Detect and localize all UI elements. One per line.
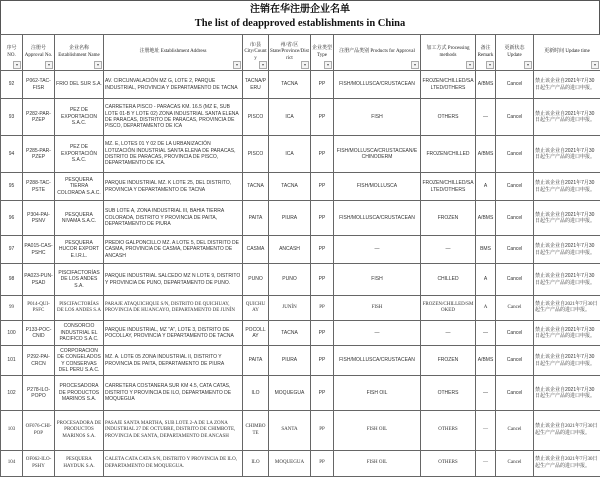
column-header-state <box>269 35 311 71</box>
cell-processing: — <box>421 236 476 264</box>
cell-no: 93 <box>1 99 23 136</box>
filter-dropdown-icon[interactable]: ▾ <box>94 61 102 69</box>
cell-update: Cancel <box>496 296 534 321</box>
cell-state: SANTA <box>269 411 311 451</box>
cell-approval: P285-PAR-PZEP <box>23 136 55 173</box>
cell-type: PP <box>311 376 334 411</box>
cell-update: Cancel <box>496 346 534 376</box>
cell-remark: — <box>476 99 496 136</box>
cell-address: CARRETERA COSTANERA SUR KM 4.5, CATA CATAS, DISTRITO Y PROVINCIA DE ILO, DEPARTAMENTO DE MOQUEGUA <box>104 376 243 411</box>
cell-approval: P014-QUI-PSFC <box>23 296 55 321</box>
cell-type: PP <box>311 451 334 477</box>
column-header-label: 市/县 City/County <box>244 43 266 61</box>
cell-name: PROCESADORA DE PRODUCTOS MARINOS S.A. <box>55 411 104 451</box>
cell-products: — <box>334 236 421 264</box>
header-row <box>1 35 600 71</box>
table-row <box>1 411 600 451</box>
cell-no: 96 <box>1 201 23 236</box>
cell-time: 禁止该企业自2021年7月30日起生产产品的进口申报。 <box>534 376 600 411</box>
column-header-no <box>1 35 23 71</box>
cell-time: 禁止该企业自2021年7月30日起生产产品的进口申报。 <box>534 346 600 376</box>
cell-processing: OTHERS <box>421 451 476 477</box>
cell-name: PROCESADORA DE PRODUCTOS MARINOS S.A. <box>55 376 104 411</box>
table-row <box>1 173 600 201</box>
cell-type: PP <box>311 71 334 99</box>
filter-dropdown-icon[interactable]: ▾ <box>301 61 309 69</box>
cell-processing: OTHERS <box>421 411 476 451</box>
cell-approval: OF076-CHI-POP <box>23 411 55 451</box>
cell-address: CALETA CATA CATA S/N, DISTRITO Y PROVINCIA DE ILO, DEPARTAMENTO DE MOQUEGUA. <box>104 451 243 477</box>
cell-products: FISH/MOLLUSCA/CRUSTACEAN <box>334 346 421 376</box>
cell-no: 99 <box>1 296 23 321</box>
cell-products: FISH <box>334 99 421 136</box>
table-row <box>1 99 600 136</box>
cell-time: 禁止该企业自2021年7月30日起生产产品的进口申报。 <box>534 451 600 477</box>
column-header-label: 州/省/区 State/Province/District <box>270 43 309 61</box>
table-row <box>1 264 600 296</box>
table-row <box>1 321 600 346</box>
table-row <box>1 451 600 477</box>
cell-approval: P133-POC-CNID <box>23 321 55 346</box>
column-header-label: 注册产品类别 Products for Approval <box>339 49 415 54</box>
cell-update: Cancel <box>496 376 534 411</box>
cell-processing: — <box>421 321 476 346</box>
cell-name: PESQUERA TIERRA COLORADA S.A.C. <box>55 173 104 201</box>
cell-time: 禁止该企业自2021年7月30日起生产产品的进口申报。 <box>534 136 600 173</box>
filter-dropdown-icon[interactable]: ▾ <box>524 61 532 69</box>
cell-type: PP <box>311 173 334 201</box>
column-header-label: 企业类型 Type <box>312 46 332 57</box>
column-header-label: 企业名称 Establishment Name <box>58 46 100 57</box>
cell-remark: — <box>476 376 496 411</box>
column-header-city <box>243 35 269 71</box>
column-header-establishment-name <box>55 35 104 71</box>
cell-address: MZ. A. LOTE 05 ZONA INDUSTRIAL II, DISTRITO Y PROVINCIA DE PAITA, DEPARTAMENTO DE PIURA <box>104 346 243 376</box>
cell-state: PIURA <box>269 201 311 236</box>
cell-no: 95 <box>1 173 23 201</box>
cell-address: PARQUE INDUSTRIAL MZ. K LOTE 25, DEL DISTRITO, PROVINCIA Y DEPARTAMENTO DE TACNA <box>104 173 243 201</box>
cell-time: 禁止该企业自2021年7月30日起生产产品的进口申报。 <box>534 71 600 99</box>
cell-type: PP <box>311 411 334 451</box>
cell-city: CASMA <box>243 236 269 264</box>
cell-city: PISCO <box>243 136 269 173</box>
cell-remark: — <box>476 321 496 346</box>
cell-approval: P288-TAC-PSTE <box>23 173 55 201</box>
cell-state: ICA <box>269 136 311 173</box>
cell-processing: FROZEN/CHILLED/SALTED/OTHERS <box>421 173 476 201</box>
cell-state: JUNÍN <box>269 296 311 321</box>
cell-address: PREDIO GALPONCILLO MZ. A LOTE 5, DEL DISTRITO DE CASMA, PROVINCIA DE CASMA, DEPARTAMENTO DE ANCASH <box>104 236 243 264</box>
table-row <box>1 71 600 99</box>
cell-approval: P278-ILO-POPO <box>23 376 55 411</box>
cell-update: Cancel <box>496 201 534 236</box>
column-header-label: 备注 Remark <box>478 46 494 57</box>
cell-products: FISH/MOLLUSCA/CRUSTACEAN <box>334 201 421 236</box>
cell-no: 103 <box>1 411 23 451</box>
cell-city: PUNO <box>243 264 269 296</box>
table-title <box>0 0 600 34</box>
cell-state: TACNA <box>269 321 311 346</box>
cell-type: PP <box>311 346 334 376</box>
column-header-address <box>104 35 243 71</box>
cell-approval: PA015-CAS-PSHC <box>23 236 55 264</box>
cell-address: CARRETERA PISCO - PARACAS KM. 16.5 (MZ E, SUB LOTE 01-B Y LOTE 02) ZONA INDUSTRIAL SANTA ELENA DE PARACAS, DISTRITO DE PARACAS, PROVINCIA DE PISCO, DEPARTAMENTO DE ICA <box>104 99 243 136</box>
column-header-update-time <box>534 35 600 71</box>
filter-dropdown-icon[interactable]: ▾ <box>324 61 332 69</box>
cell-processing: FROZEN <box>421 201 476 236</box>
cell-time: 禁止该企业自2021年7月30日起生产产品的进口申报。 <box>534 411 600 451</box>
cell-products: FISH OIL <box>334 376 421 411</box>
cell-no: 98 <box>1 264 23 296</box>
column-header-label: 加工方式 Processing methods <box>427 46 470 57</box>
cell-approval: P282-PAR-PZEP <box>23 99 55 136</box>
cell-no: 104 <box>1 451 23 477</box>
cell-state: ICA <box>269 99 311 136</box>
cell-no: 97 <box>1 236 23 264</box>
cell-processing: OTHERS <box>421 99 476 136</box>
cell-name: PEZ DE EXPORTACIÓN S.A.C. <box>55 136 104 173</box>
column-header-label: 注册地址 Establishment Address <box>140 49 207 54</box>
deapproved-establishments-table <box>0 34 600 477</box>
cell-remark: A <box>476 296 496 321</box>
cell-type: PP <box>311 296 334 321</box>
cell-address: PARQUE INDUSTRIAL SALCEDO MZ N LOTE 9, DISTRITO Y PROVINCIA DE PUNO, DEPARTAMENTO DE PUNO. <box>104 264 243 296</box>
column-header-processing <box>421 35 476 71</box>
cell-type: PP <box>311 136 334 173</box>
cell-name: PEZ DE EXPORTACION S.A.C. <box>55 99 104 136</box>
cell-remark: A/BMS <box>476 136 496 173</box>
cell-update: Cancel <box>496 71 534 99</box>
cell-products: FISH/MOLLUSCA/CRUSTACEAN <box>334 71 421 99</box>
filter-dropdown-icon[interactable]: ▾ <box>13 61 21 69</box>
cell-no: 102 <box>1 376 23 411</box>
cell-no: 101 <box>1 346 23 376</box>
cell-city: ILO <box>243 376 269 411</box>
cell-state: TACNA <box>269 71 311 99</box>
title-english: The list of deapproved establishments in China <box>1 17 599 31</box>
cell-city: TACNA/PERU <box>243 71 269 99</box>
cell-remark: A <box>476 173 496 201</box>
cell-address: PARAJE ATAQUICHQUE S/N, DISTRITO DE QUICHUAY, PROVINCIA DE HUANCAYO, DEPARTAMENTO DE JUNÍN <box>104 296 243 321</box>
cell-no: 100 <box>1 321 23 346</box>
cell-city: QUICHUAY <box>243 296 269 321</box>
cell-city: POCOLLAY <box>243 321 269 346</box>
filter-dropdown-icon[interactable]: ▾ <box>466 61 474 69</box>
cell-name: CORPORACION DE CONGELADOS Y CONSERVAS DEL PERU S.A.C. <box>55 346 104 376</box>
cell-address: SUB LOTE A, ZONA INDUSTRIAL III, BAHIA TIERRA COLORADA, DISTRITO Y PROVINCIA DE PAITA, DEPARTAMENTO DE PIURA <box>104 201 243 236</box>
column-header-label: 更新时间 Update time <box>544 49 590 54</box>
cell-address: AV. CIRCUNVALACIÓN MZ G, LOTE 2, PARQUE INDUSTRIAL, PROVINCIA Y DEPARTAMENTO DE TACNA <box>104 71 243 99</box>
cell-time: 禁止该企业自2021年7月30日起生产产品的进口申报。 <box>534 236 600 264</box>
filter-dropdown-icon[interactable]: ▾ <box>486 61 494 69</box>
cell-update: Cancel <box>496 99 534 136</box>
cell-name: PISCIFACTORÍAS DE LOS ANDES S.A <box>55 296 104 321</box>
cell-type: PP <box>311 99 334 136</box>
cell-state: MOQUEGUA <box>269 376 311 411</box>
cell-processing: OTHERS <box>421 376 476 411</box>
table-row <box>1 201 600 236</box>
table-row <box>1 236 600 264</box>
cell-name: PISCIFACTORÍAS DE LOS ANDES S.A. <box>55 264 104 296</box>
filter-dropdown-icon[interactable]: ▾ <box>259 61 267 69</box>
cell-remark: BMS <box>476 236 496 264</box>
column-header-products <box>334 35 421 71</box>
table-row <box>1 296 600 321</box>
cell-update: Cancel <box>496 173 534 201</box>
cell-city: PAITA <box>243 201 269 236</box>
cell-state: MOQUEGUA <box>269 451 311 477</box>
table-row <box>1 346 600 376</box>
column-header-label: 序号 NO. <box>6 46 16 57</box>
cell-remark: A/BMS <box>476 71 496 99</box>
cell-time: 禁止该企业自2021年7月30日起生产产品的进口申报。 <box>534 321 600 346</box>
cell-no: 92 <box>1 71 23 99</box>
cell-remark: A/BMS <box>476 201 496 236</box>
table-row <box>1 136 600 173</box>
cell-address: PASAJE SANTA MARTHA, SUB LOTE 2-A DE LA ZONA INDUSTRIAL 27 DE OCTUBRE, DISTRITO DE CHIMBOTE, PROVINCIA DE SANTA, DEPARTAMENTO DE ANCASH <box>104 411 243 451</box>
cell-name: PESQUERA NIVAMA S.A.C. <box>55 201 104 236</box>
cell-approval: P292-PAI-CRCN <box>23 346 55 376</box>
cell-remark: A/BMS <box>476 346 496 376</box>
cell-processing: FROZEN <box>421 346 476 376</box>
column-header-label: 更新状态 Update <box>504 46 524 57</box>
cell-time: 禁止该企业自2021年7月30日起生产产品的进口申报。 <box>534 173 600 201</box>
cell-name: FRIO DEL SUR S.A. <box>55 71 104 99</box>
cell-update: Cancel <box>496 411 534 451</box>
cell-processing: FROZEN/CHILLED <box>421 136 476 173</box>
cell-approval: OF062-ILO-PSHY <box>23 451 55 477</box>
column-header-type <box>311 35 334 71</box>
cell-address: PARQUE INDUSTRIAL, MZ "A", LOTE 3, DISTRITO DE POCOLLAY, PROVINCIA Y DEPARTAMENTO DE TACNA <box>104 321 243 346</box>
cell-approval: P304-PAI-PSNV <box>23 201 55 236</box>
cell-update: Cancel <box>496 321 534 346</box>
cell-type: PP <box>311 264 334 296</box>
filter-dropdown-icon[interactable]: ▾ <box>233 61 241 69</box>
cell-update: Cancel <box>496 136 534 173</box>
cell-processing: CHILLED <box>421 264 476 296</box>
cell-products: — <box>334 321 421 346</box>
cell-type: PP <box>311 236 334 264</box>
cell-update: Cancel <box>496 236 534 264</box>
cell-time: 禁止该企业自2021年7月30日起生产产品的进口申报。 <box>534 201 600 236</box>
column-header-update-status <box>496 35 534 71</box>
cell-state: PIURA <box>269 346 311 376</box>
cell-type: PP <box>311 321 334 346</box>
cell-products: FISH <box>334 264 421 296</box>
cell-products: FISH OIL <box>334 451 421 477</box>
filter-dropdown-icon[interactable]: ▾ <box>45 61 53 69</box>
cell-city: PAITA <box>243 346 269 376</box>
cell-approval: P062-TAC-FISR <box>23 71 55 99</box>
title-chinese: 注销在华注册企业名单 <box>1 1 599 17</box>
cell-processing: FROZEN/CHILLED/SMOKED <box>421 296 476 321</box>
cell-products: FISH/MOLLUSCA <box>334 173 421 201</box>
column-header-label: 注册号 Approval No. <box>25 46 53 57</box>
cell-city: CHIMBOTE <box>243 411 269 451</box>
cell-remark: — <box>476 451 496 477</box>
column-header-approval-no <box>23 35 55 71</box>
cell-state: ANCASH <box>269 236 311 264</box>
cell-time: 禁止该企业自2021年7月30日起生产产品的进口申报。 <box>534 99 600 136</box>
cell-name: PESQUERA HAYDUK S.A. <box>55 451 104 477</box>
cell-name: PESQUERA HUCOR EXPORT E.I.R.L. <box>55 236 104 264</box>
cell-time: 禁止该企业自2021年7月30日起生产产品的进口申报。 <box>534 296 600 321</box>
cell-address: MZ. E, LOTES 01 Y 02 DE LA URBANIZACIÓN LOTIZACIÓN INDUSTRIAL SANTA ELENA DE PARACAS, DISTRITO DE PARACAS, PROVINCIA DE PISCO, DEPARTAMENTO DE ICA. <box>104 136 243 173</box>
cell-state: PUNO <box>269 264 311 296</box>
cell-remark: A <box>476 264 496 296</box>
cell-time: 禁止该企业自2021年7月30日起生产产品的进口申报。 <box>534 264 600 296</box>
cell-products: FISH/MOLLUSCA/CRUSTACEAN/ECHINODERM <box>334 136 421 173</box>
filter-dropdown-icon[interactable]: ▾ <box>591 61 599 69</box>
cell-state: TACNA <box>269 173 311 201</box>
cell-no: 94 <box>1 136 23 173</box>
cell-products: FISH <box>334 296 421 321</box>
cell-type: PP <box>311 201 334 236</box>
cell-approval: PA023-PUN-PSAD <box>23 264 55 296</box>
cell-name: CONSORCIO INDUSTRIAL EL PACIFICO S.A.C. <box>55 321 104 346</box>
cell-update: Cancel <box>496 451 534 477</box>
cell-city: PISCO <box>243 99 269 136</box>
table-row <box>1 376 600 411</box>
cell-city: TACNA <box>243 173 269 201</box>
filter-dropdown-icon[interactable]: ▾ <box>411 61 419 69</box>
cell-city: ILO <box>243 451 269 477</box>
cell-update: Cancel <box>496 264 534 296</box>
cell-processing: FROZEN/CHILLED/SALTED/OTHERS <box>421 71 476 99</box>
cell-remark: — <box>476 411 496 451</box>
cell-products: FISH OIL <box>334 411 421 451</box>
column-header-remark <box>476 35 496 71</box>
